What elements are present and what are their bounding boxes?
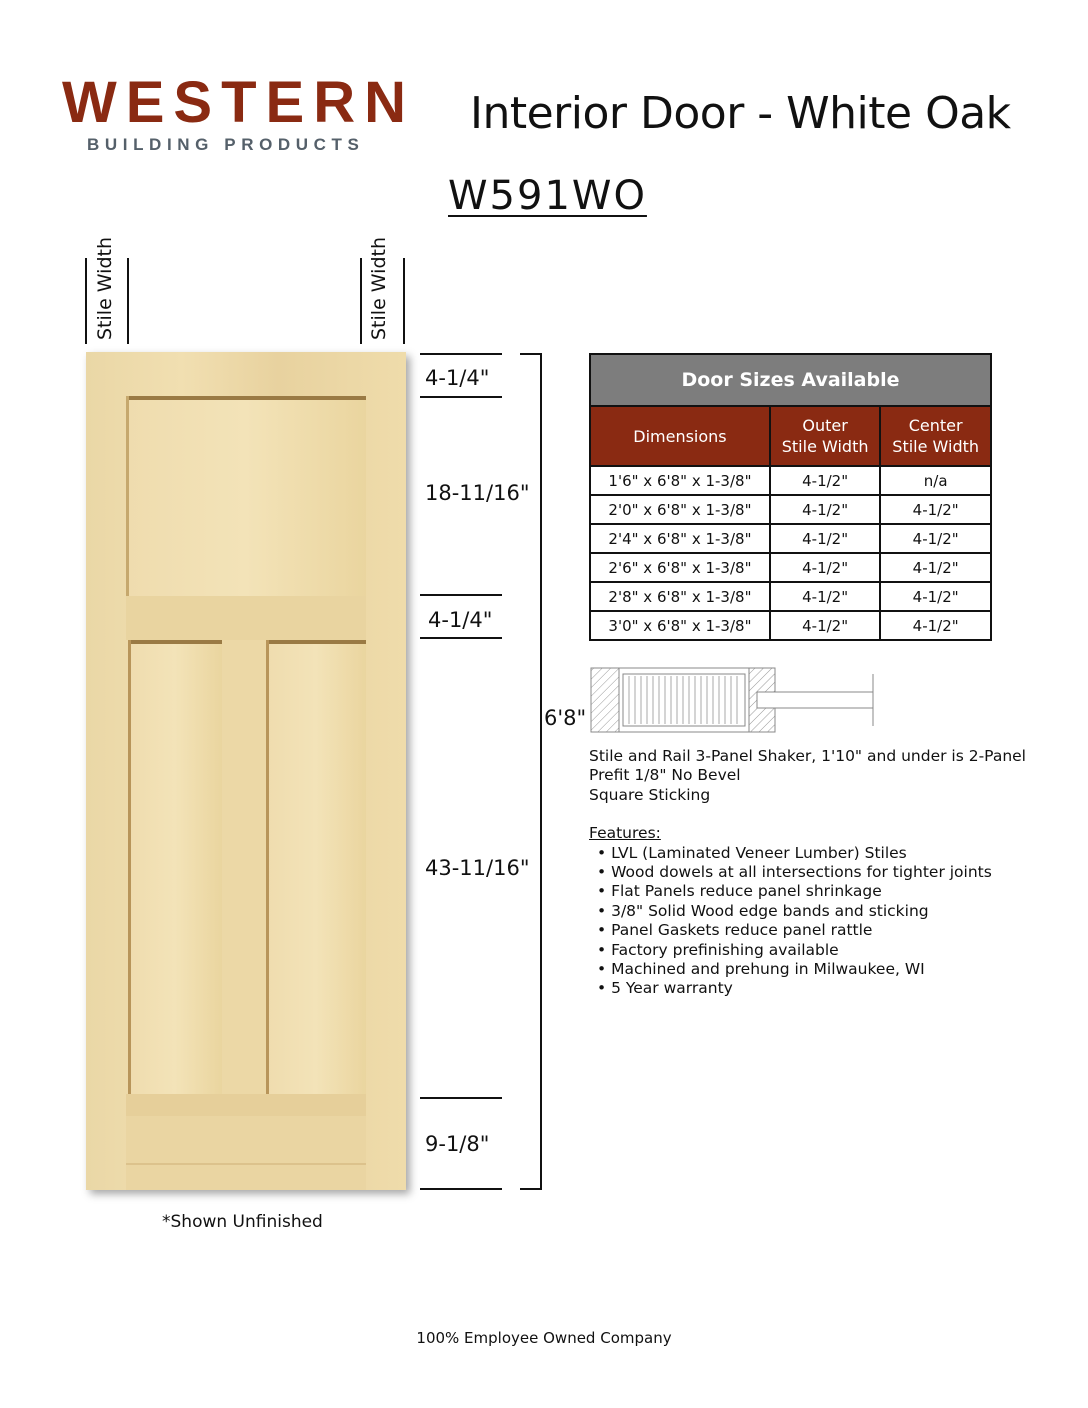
stile-width-label-left: Stile Width bbox=[94, 237, 116, 340]
cell-outer: 4-1/2" bbox=[770, 466, 880, 495]
table-row bbox=[590, 582, 991, 611]
col-header-center-stile bbox=[880, 406, 991, 466]
feature-item: • Machined and prehung in Milwaukee, WI bbox=[589, 960, 1026, 979]
feature-item: • LVL (Laminated Veneer Lumber) Stiles bbox=[589, 844, 1026, 863]
dim-bottom-rail: 9-1/8" bbox=[425, 1132, 490, 1156]
dim-lock-rail: 4-1/4" bbox=[428, 608, 493, 632]
cell-center: 4-1/2" bbox=[880, 524, 991, 553]
dim-tick-bottom bbox=[420, 1188, 502, 1190]
features-list bbox=[589, 844, 1026, 999]
description-line: Stile and Rail 3-Panel Shaker, 1'10" and under is 2-Panel bbox=[589, 747, 1026, 765]
cell-outer: 4-1/2" bbox=[770, 495, 880, 524]
table-row bbox=[590, 495, 991, 524]
dim-tick-4 bbox=[420, 1097, 502, 1099]
dim-bottom-panels: 43-11/16" bbox=[425, 856, 530, 880]
height-bracket-bottom bbox=[520, 1188, 542, 1190]
table-row bbox=[590, 553, 991, 582]
col-header-outer-line1: Outer bbox=[802, 416, 848, 435]
cell-outer: 4-1/2" bbox=[770, 582, 880, 611]
cell-dimensions: 2'8" x 6'8" x 1-3/8" bbox=[590, 582, 770, 611]
table-row bbox=[590, 611, 991, 640]
feature-item: • Wood dowels at all intersections for tighter joints bbox=[589, 863, 1026, 882]
cell-center: 4-1/2" bbox=[880, 495, 991, 524]
shown-unfinished-note: *Shown Unfinished bbox=[162, 1212, 323, 1232]
cell-center: n/a bbox=[880, 466, 991, 495]
feature-item: • Flat Panels reduce panel shrinkage bbox=[589, 882, 1026, 901]
dim-tick-top bbox=[420, 353, 502, 355]
cell-outer: 4-1/2" bbox=[770, 553, 880, 582]
stile-marker-left-inner bbox=[127, 258, 129, 344]
feature-item: • 3/8" Solid Wood edge bands and sticking bbox=[589, 902, 1026, 921]
cell-center: 4-1/2" bbox=[880, 582, 991, 611]
door-sizes-table bbox=[589, 353, 992, 641]
table-row bbox=[590, 466, 991, 495]
cell-outer: 4-1/2" bbox=[770, 611, 880, 640]
description-line: Square Sticking bbox=[589, 785, 711, 804]
cell-dimensions: 2'6" x 6'8" x 1-3/8" bbox=[590, 553, 770, 582]
cell-outer: 4-1/2" bbox=[770, 524, 880, 553]
stile-profile-diagram bbox=[589, 664, 879, 740]
model-number: W591WO bbox=[448, 173, 647, 219]
stile-width-label-right: Stile Width bbox=[368, 237, 390, 340]
table-caption: Door Sizes Available bbox=[590, 354, 991, 406]
col-header-outer-line2: Stile Width bbox=[781, 437, 869, 456]
page-title: Interior Door - White Oak bbox=[470, 88, 1011, 139]
col-header-outer-stile bbox=[770, 406, 880, 466]
col-header-center-line1: Center bbox=[908, 416, 963, 435]
cell-dimensions: 3'0" x 6'8" x 1-3/8" bbox=[590, 611, 770, 640]
stile-marker-left-outer bbox=[85, 258, 87, 344]
cell-center: 4-1/2" bbox=[880, 553, 991, 582]
stile-marker-right-outer bbox=[360, 258, 362, 344]
col-header-dimensions: Dimensions bbox=[590, 406, 770, 466]
description-line: Prefit 1/8" No Bevel bbox=[589, 766, 741, 785]
col-header-center-line2: Stile Width bbox=[892, 437, 980, 456]
feature-item: • Panel Gaskets reduce panel rattle bbox=[589, 921, 1026, 940]
cell-center: 4-1/2" bbox=[880, 611, 991, 640]
feature-item: • 5 Year warranty bbox=[589, 979, 1026, 998]
dim-overall-height: 6'8" bbox=[544, 706, 587, 730]
dim-tick-2 bbox=[420, 594, 502, 596]
dim-top-panel: 18-11/16" bbox=[425, 481, 530, 505]
cell-dimensions: 1'6" x 6'8" x 1-3/8" bbox=[590, 466, 770, 495]
feature-item: • Factory prefinishing available bbox=[589, 941, 1026, 960]
height-bracket-line bbox=[540, 353, 542, 1190]
stile-marker-right-inner bbox=[403, 258, 405, 344]
brand-logo-tagline: BUILDING PRODUCTS bbox=[87, 135, 365, 154]
brand-logo-name: WESTERN bbox=[62, 70, 415, 135]
product-description bbox=[589, 747, 1026, 999]
dim-top-rail: 4-1/4" bbox=[425, 366, 490, 390]
height-bracket-top bbox=[520, 353, 542, 355]
dim-tick-3 bbox=[420, 637, 502, 639]
features-title: Features: bbox=[589, 824, 661, 843]
door-image bbox=[86, 352, 406, 1190]
cell-dimensions: 2'4" x 6'8" x 1-3/8" bbox=[590, 524, 770, 553]
footer-text: 100% Employee Owned Company bbox=[416, 1329, 672, 1347]
table-row bbox=[590, 524, 991, 553]
dim-tick-1 bbox=[420, 396, 502, 398]
cell-dimensions: 2'0" x 6'8" x 1-3/8" bbox=[590, 495, 770, 524]
